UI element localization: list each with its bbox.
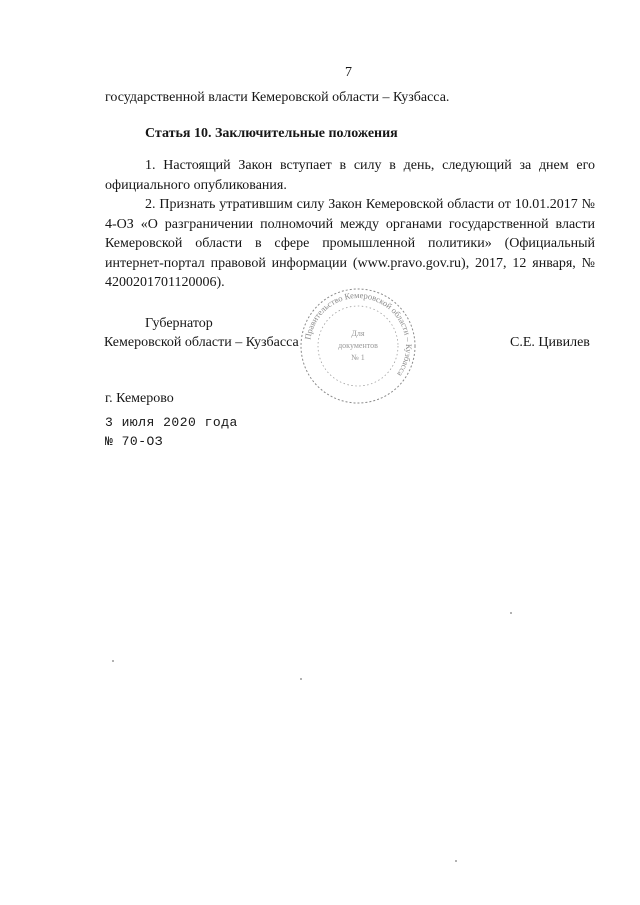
page-number: 7	[345, 65, 352, 80]
paragraph-1: 1. Настоящий Закон вступает в силу в день, следующий за днем его официального опубликования.	[105, 158, 595, 193]
signatory-name: С.Е. Цивилев	[510, 335, 590, 350]
article-heading: Статья 10. Заключительные положения	[145, 126, 398, 141]
scan-speck	[112, 660, 114, 662]
signatory-region: Кемеровской области – Кузбасса	[104, 335, 299, 350]
paragraph-2: 2. Признать утратившим силу Закон Кемеровской области от 10.01.2017 № 4-ОЗ «О разграничении полномочий между органами государственной власти Кемеровской области в сфере промышленной политики» (Официальный интернет-портал правовой информации (www.pravo.gov.ru), 2017, 12 января, № 4200201701120006).	[105, 197, 595, 290]
signatory-title: Губернатор	[145, 316, 213, 331]
seal-center-line-2: документов	[338, 341, 378, 350]
typed-law-number: № 70-ОЗ	[105, 434, 164, 449]
seal-ring-text: Правительство Кемеровской области – Кузбасса	[302, 289, 415, 379]
official-seal-stamp	[298, 286, 418, 406]
continued-text-line: государственной власти Кемеровской области – Кузбасса.	[105, 90, 450, 105]
seal-center-line-3: № 1	[351, 353, 365, 362]
scan-speck	[510, 612, 512, 614]
scan-speck	[455, 860, 457, 862]
typed-date: 3 июля 2020 года	[105, 415, 238, 430]
city-line: г. Кемерово	[105, 391, 174, 406]
seal-center-line-1: Для	[351, 329, 365, 338]
scan-speck	[300, 678, 302, 680]
seal-graphic	[298, 286, 418, 406]
